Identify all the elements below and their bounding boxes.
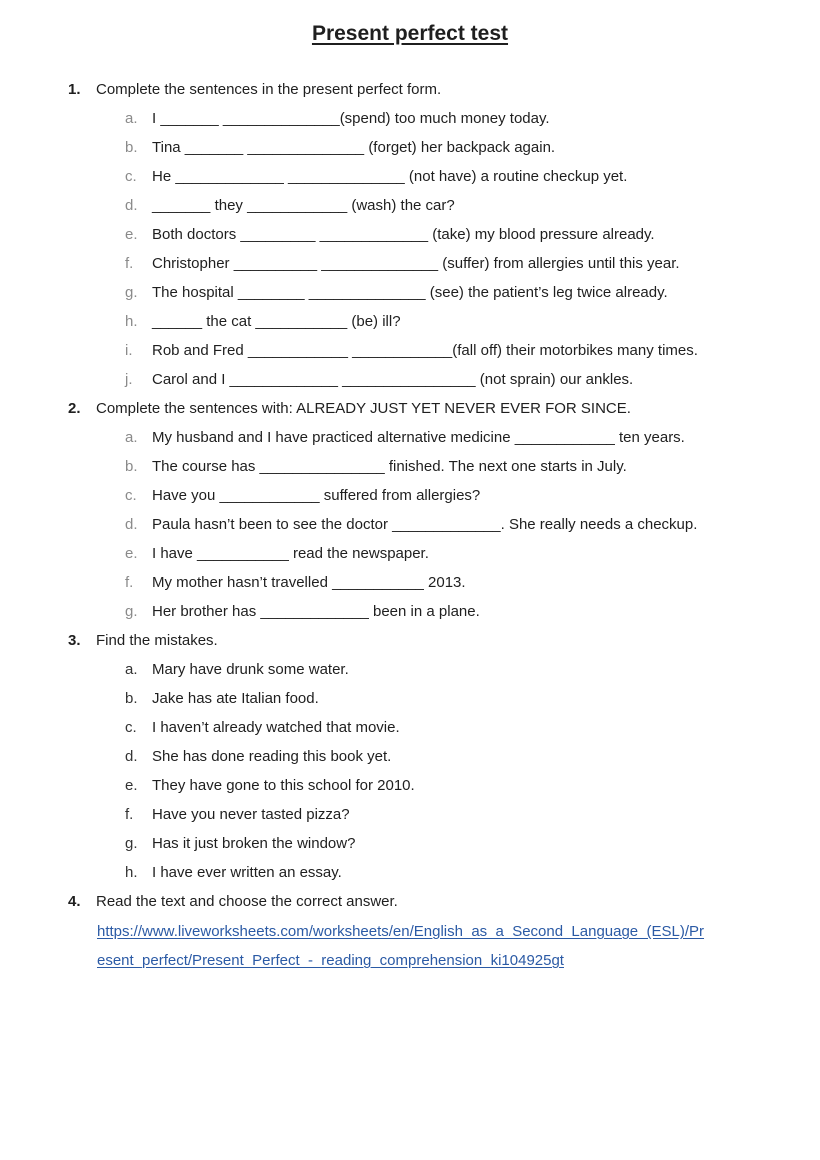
- item-text: _______ they ____________ (wash) the car?: [152, 197, 455, 214]
- section-3-item: [125, 660, 349, 680]
- item-letter: d.: [125, 516, 138, 533]
- section-3-item: [125, 776, 415, 796]
- item-letter: e.: [125, 545, 138, 562]
- item-text: Her brother has _____________ been in a plane.: [152, 603, 480, 620]
- item-letter: i.: [125, 342, 133, 359]
- section-3-item: [125, 747, 391, 767]
- item-text: She has done reading this book yet.: [152, 748, 392, 765]
- section-2-number: 2.: [68, 400, 81, 417]
- section-1-item: [125, 196, 455, 216]
- item-letter: c.: [125, 487, 137, 504]
- section-4-instruction: Read the text and choose the correct answer.: [96, 893, 398, 910]
- item-letter: f.: [125, 574, 134, 591]
- section-1-item: [125, 138, 555, 158]
- item-text: The hospital ________ ______________ (see) the patient’s leg twice already.: [152, 284, 668, 301]
- item-letter: g.: [125, 284, 138, 301]
- section-2-item: [125, 428, 685, 448]
- section-2-item: [125, 602, 480, 622]
- item-text: ______ the cat ___________ (be) ill?: [152, 313, 401, 330]
- item-text: My mother hasn’t travelled ___________ 2013.: [152, 574, 466, 591]
- section-1-item: [125, 254, 680, 274]
- item-letter: h.: [125, 864, 138, 881]
- section-2-item: [125, 544, 429, 564]
- section-3-item: [125, 834, 355, 854]
- section-1-item: [125, 341, 698, 361]
- item-text: I have ever written an essay.: [152, 864, 342, 881]
- item-text: Has it just broken the window?: [152, 835, 356, 852]
- item-letter: f.: [125, 806, 134, 823]
- section-3-heading: [68, 631, 218, 651]
- item-text: Rob and Fred ____________ ____________(fall off) their motorbikes many times.: [152, 342, 698, 359]
- item-text: They have gone to this school for 2010.: [152, 777, 415, 794]
- worksheet-link-line-2[interactable]: esent_perfect/Present_Perfect_-_reading_comprehension_ki104925gt: [97, 952, 564, 969]
- item-text: My husband and I have practiced alternative medicine ____________ ten years.: [152, 429, 685, 446]
- item-text: Christopher __________ ______________ (suffer) from allergies until this year.: [152, 255, 680, 272]
- item-text: I have ___________ read the newspaper.: [152, 545, 429, 562]
- section-3-number: 3.: [68, 632, 81, 649]
- item-letter: a.: [125, 429, 138, 446]
- item-text: Carol and I _____________ ________________ (not sprain) our ankles.: [152, 371, 634, 388]
- section-1-item: [125, 370, 633, 390]
- section-1-item: [125, 225, 655, 245]
- section-2-item: [125, 515, 697, 535]
- item-letter: e.: [125, 777, 138, 794]
- item-letter: a.: [125, 661, 138, 678]
- section-3-item: [125, 689, 319, 709]
- section-3-instruction: Find the mistakes.: [96, 632, 218, 649]
- item-text: Have you never tasted pizza?: [152, 806, 350, 823]
- section-1-instruction: Complete the sentences in the present perfect form.: [96, 81, 442, 98]
- section-2-heading: [68, 399, 631, 419]
- item-letter: b.: [125, 458, 138, 475]
- worksheet-link-line-1[interactable]: https://www.liveworksheets.com/worksheets/en/English_as_a_Second_Language_(ESL)/Pr: [97, 923, 705, 940]
- item-text: Jake has ate Italian food.: [152, 690, 319, 707]
- section-2-instruction: Complete the sentences with: ALREADY JUST YET NEVER EVER FOR SINCE.: [96, 400, 631, 417]
- section-1-item: [125, 167, 627, 187]
- item-letter: c.: [125, 168, 137, 185]
- section-1-item: [125, 109, 550, 129]
- section-4-heading: [68, 892, 398, 912]
- item-letter: g.: [125, 603, 138, 620]
- item-letter: b.: [125, 139, 138, 156]
- item-text: Mary have drunk some water.: [152, 661, 349, 678]
- item-letter: d.: [125, 748, 138, 765]
- item-letter: d.: [125, 197, 138, 214]
- section-3-item: [125, 805, 350, 825]
- item-letter: f.: [125, 255, 134, 272]
- section-2-item: [125, 573, 466, 593]
- section-3-item: [125, 718, 400, 738]
- item-text: Have you ____________ suffered from allergies?: [152, 487, 481, 504]
- section-1-number: 1.: [68, 81, 81, 98]
- section-1-item: [125, 312, 401, 332]
- item-text: I _______ ______________(spend) too much money today.: [152, 110, 550, 127]
- section-1-item: [125, 283, 668, 303]
- item-letter: c.: [125, 719, 137, 736]
- item-text: The course has _______________ finished. The next one starts in July.: [152, 458, 627, 475]
- item-text: He _____________ ______________ (not have) a routine checkup yet.: [152, 168, 628, 185]
- section-4-number: 4.: [68, 893, 81, 910]
- section-2-item: [125, 457, 627, 477]
- item-letter: b.: [125, 690, 138, 707]
- item-text: Both doctors _________ _____________ (take) my blood pressure already.: [152, 226, 655, 243]
- item-text: Tina _______ ______________ (forget) her backpack again.: [152, 139, 556, 156]
- item-letter: h.: [125, 313, 138, 330]
- section-2-item: [125, 486, 480, 506]
- item-letter: a.: [125, 110, 138, 127]
- item-letter: e.: [125, 226, 138, 243]
- item-text: Paula hasn’t been to see the doctor _____________. She really needs a checkup.: [152, 516, 698, 533]
- section-3-item: [125, 863, 342, 883]
- section-1-heading: [68, 80, 441, 100]
- page-title: Present perfect test: [311, 22, 509, 45]
- item-letter: j.: [125, 371, 133, 388]
- item-letter: g.: [125, 835, 138, 852]
- item-text: I haven’t already watched that movie.: [152, 719, 400, 736]
